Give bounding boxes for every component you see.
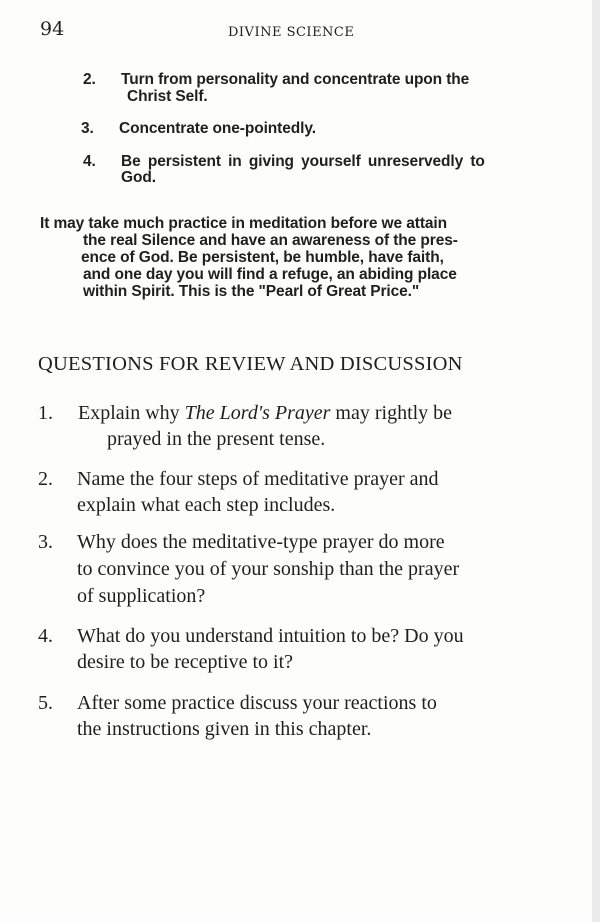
question-number: 2. xyxy=(38,468,53,490)
step-number: 4. xyxy=(83,153,96,170)
question-line: the instructions given in this chapter. xyxy=(77,718,372,740)
page-number: 94 xyxy=(40,18,65,40)
question-line: of supplication? xyxy=(77,585,206,607)
question-line: Name the four steps of meditative prayer and xyxy=(77,468,439,490)
question-line: desire to be receptive to it? xyxy=(77,651,294,673)
question-number: 1. xyxy=(38,402,53,424)
question-line: Why does the meditative-type prayer do more xyxy=(77,531,445,553)
running-title: DIVINE SCIENCE xyxy=(228,25,355,40)
question-line xyxy=(78,402,452,425)
step-number: 2. xyxy=(83,71,96,88)
step-number: 3. xyxy=(81,120,94,137)
paragraph-line: within Spirit. This is the "Pearl of Great Price." xyxy=(83,283,420,300)
step-line: Christ Self. xyxy=(127,88,208,105)
section-heading: QUESTIONS FOR REVIEW AND DISCUSSION xyxy=(38,353,463,375)
step-line: Concentrate one-pointedly. xyxy=(119,120,316,137)
paragraph-line: ence of God. Be persistent, be humble, have faith, xyxy=(81,249,444,266)
question-number: 3. xyxy=(38,531,53,553)
paragraph-line: the real Silence and have an awareness of the pres- xyxy=(83,232,458,249)
question-number: 4. xyxy=(38,625,53,647)
book-title: The Lord's Prayer xyxy=(184,402,331,424)
question-line: to convince you of your sonship than the prayer xyxy=(77,558,460,580)
question-line: explain what each step includes. xyxy=(77,494,336,516)
question-number: 5. xyxy=(38,692,53,714)
step-line: Turn from personality and concentrate upon the xyxy=(121,71,470,88)
paragraph-line: and one day you will find a refuge, an abiding place xyxy=(83,266,457,283)
question-line: prayed in the present tense. xyxy=(107,428,326,450)
question-line: What do you understand intuition to be? Do you xyxy=(77,625,464,647)
step-line: Be persistent in giving yourself unreservedly to xyxy=(121,153,485,170)
text: may rightly be xyxy=(330,402,453,424)
page-edge xyxy=(592,0,600,922)
question-line: After some practice discuss your reactions to xyxy=(77,692,437,714)
step-line: God. xyxy=(121,169,156,186)
text: Explain why xyxy=(78,402,185,424)
paragraph-line: It may take much practice in meditation before we attain xyxy=(40,215,447,232)
